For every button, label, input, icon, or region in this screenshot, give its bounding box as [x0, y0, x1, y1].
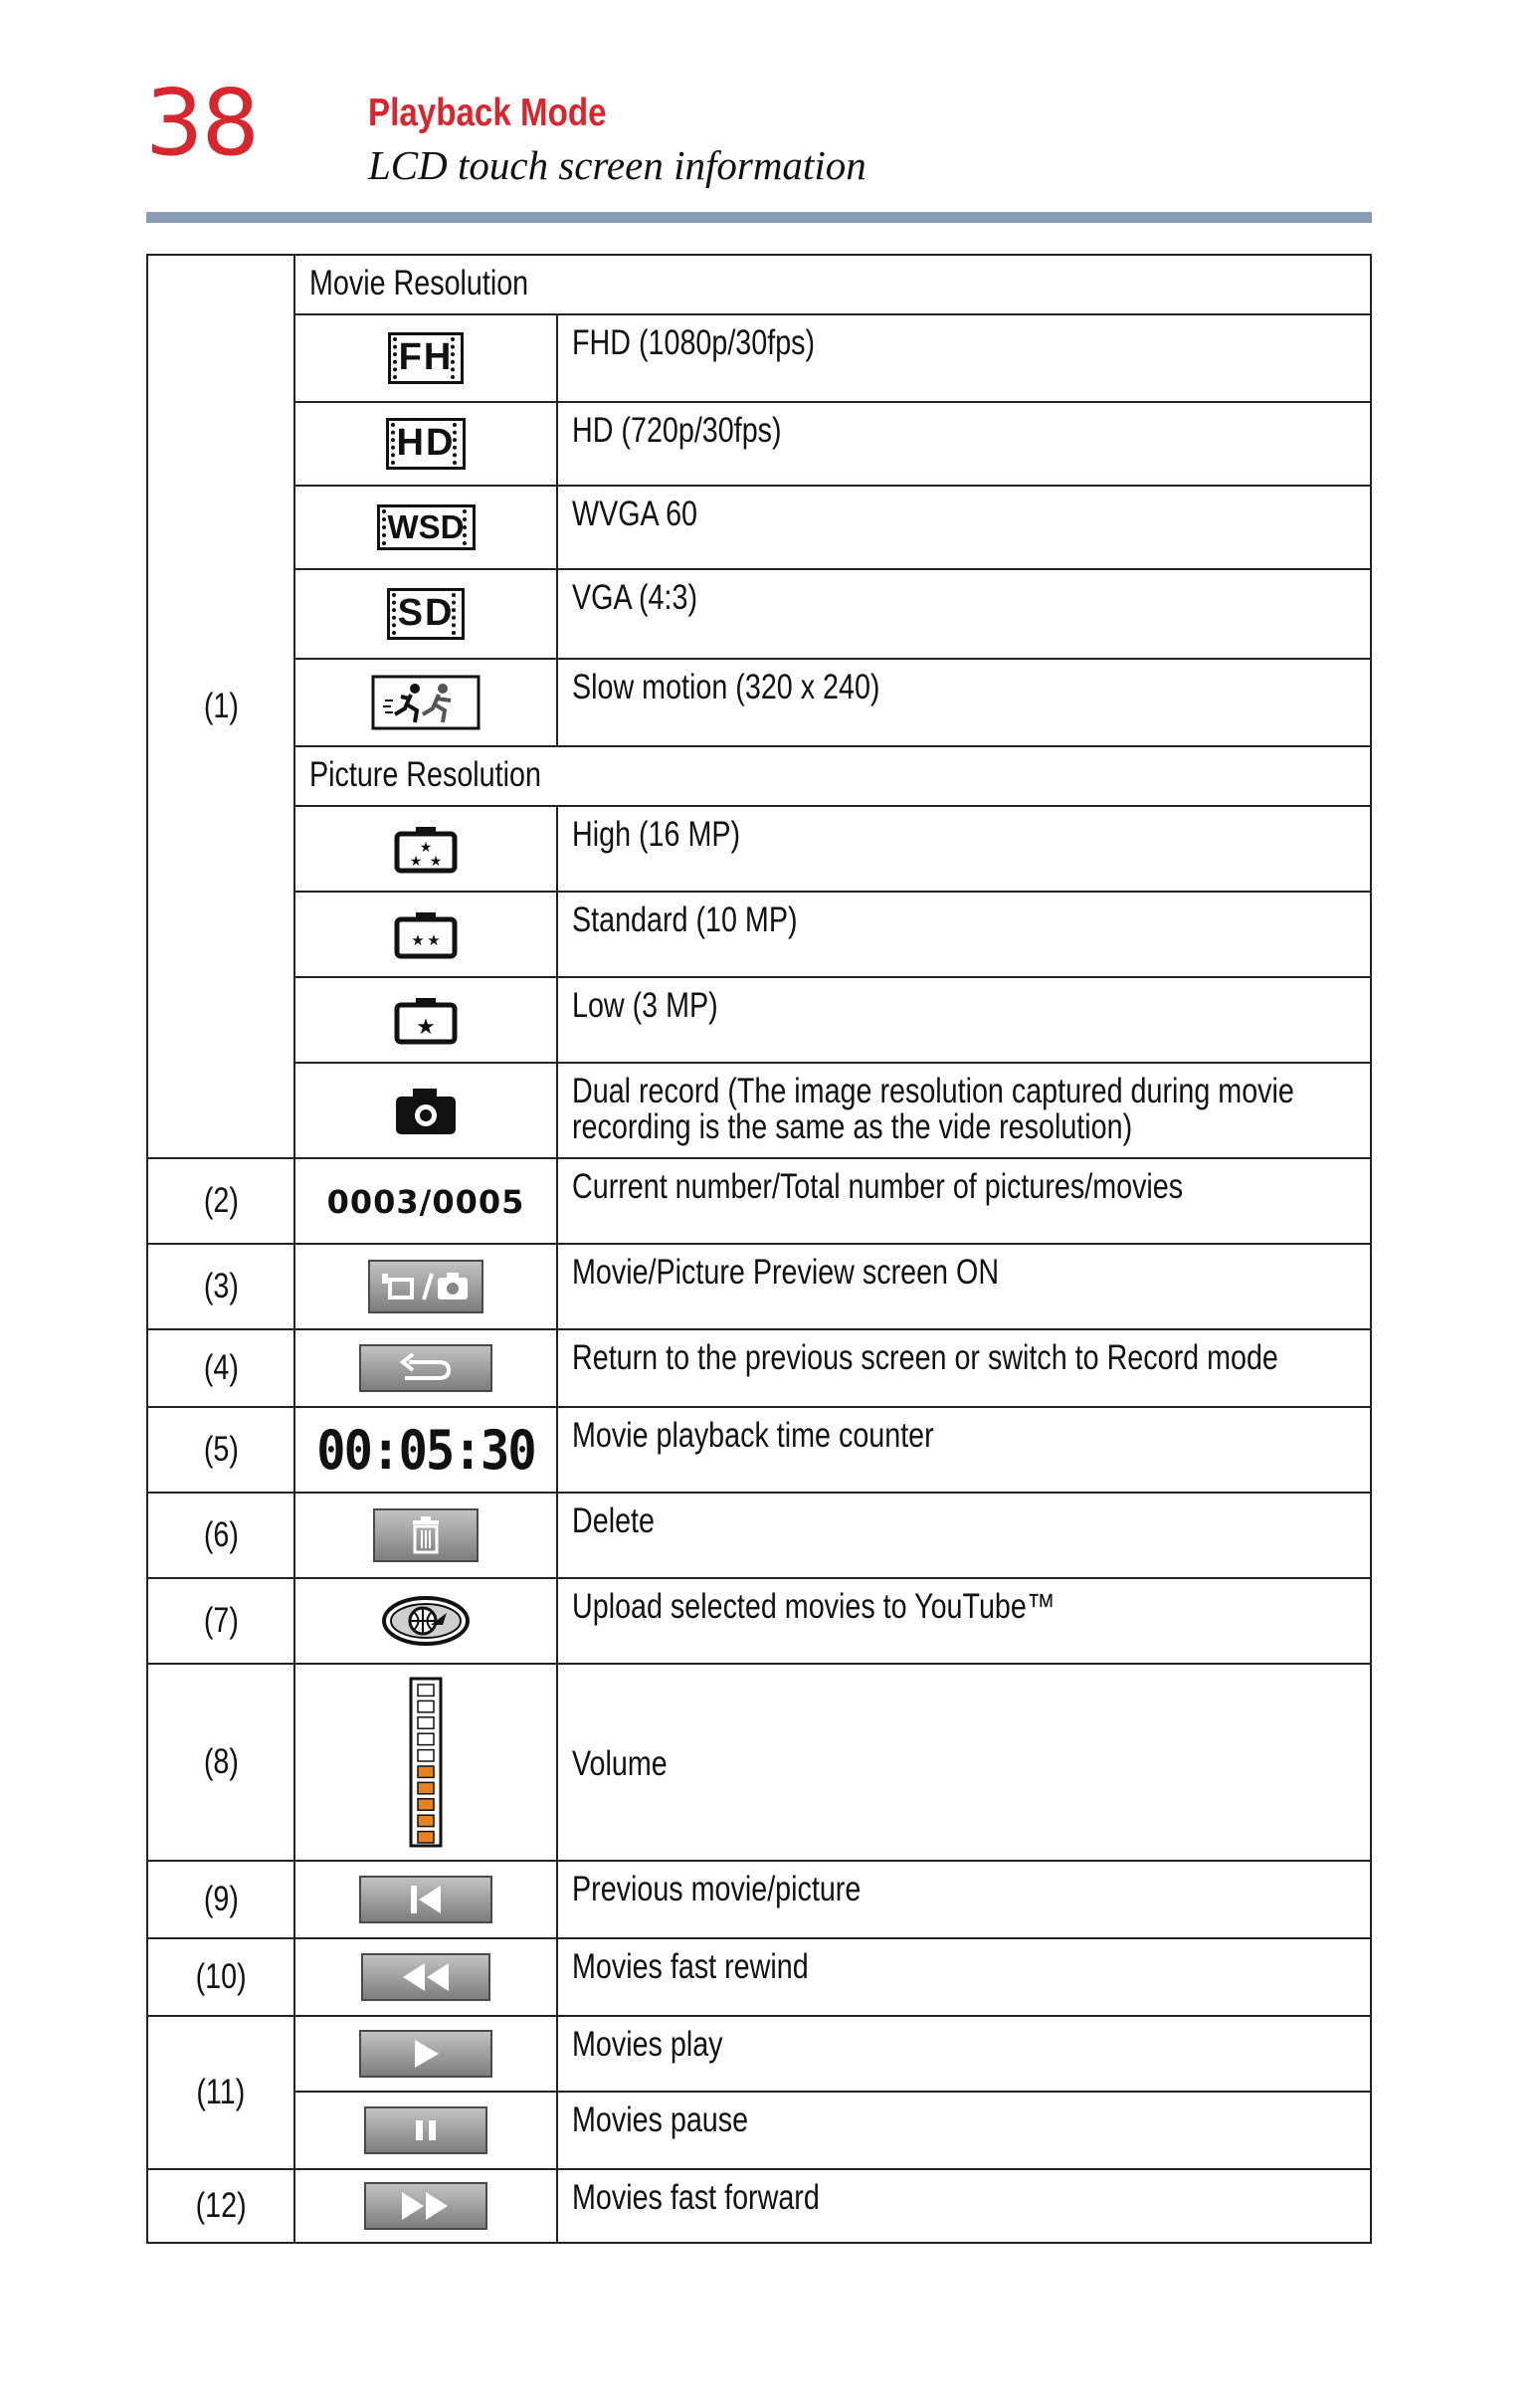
sd-badge-cell — [294, 569, 557, 659]
item-desc: Current number/Total number of pictures/movies — [557, 1158, 1371, 1244]
item-number: (11) — [147, 2016, 294, 2169]
volume-segment — [418, 1766, 434, 1777]
fast-rewind-icon[interactable] — [361, 1953, 490, 2001]
movie-res-desc: VGA (4:3) — [557, 569, 1371, 659]
movie-res-desc: Slow motion (320 x 240) — [557, 659, 1371, 746]
picture-res-desc: Dual record (The image resolution captured during movie recording is the same as the vide resolution) — [557, 1063, 1371, 1158]
high-res-cell — [294, 806, 557, 892]
delete-cell — [294, 1493, 557, 1578]
volume-segment — [418, 1815, 434, 1826]
svg-text:★: ★ — [411, 931, 425, 949]
camera-icon — [393, 1085, 459, 1136]
svg-text:★: ★ — [429, 854, 443, 870]
volume-segment — [418, 1750, 434, 1761]
hd-badge-cell — [294, 402, 557, 486]
slow-motion-icon — [371, 675, 481, 730]
camera-three-stars-icon — [394, 824, 458, 874]
item-number: (3) — [147, 1244, 294, 1329]
time-counter: 00:05:30 — [316, 1418, 535, 1482]
return-icon[interactable] — [359, 1344, 492, 1392]
fh-badge-icon: FH — [388, 332, 465, 384]
volume-segment — [418, 1700, 434, 1711]
camera-one-star-icon — [394, 995, 458, 1045]
lcd-info-table — [146, 254, 1372, 2244]
header-rule — [146, 212, 1372, 223]
item-number: (6) — [147, 1493, 294, 1578]
return-cell — [294, 1329, 557, 1407]
youtube-cell — [294, 1578, 557, 1664]
play-icon[interactable] — [359, 2030, 492, 2078]
svg-text:★: ★ — [409, 854, 423, 870]
fast-forward-icon[interactable] — [364, 2182, 487, 2230]
item-desc: Volume — [557, 1664, 1371, 1861]
youtube-upload-icon[interactable] — [381, 1595, 471, 1647]
volume-meter-icon[interactable] — [409, 1677, 443, 1848]
item-desc: Movie playback time counter — [557, 1407, 1371, 1493]
picture-res-desc: Standard (10 MP) — [557, 892, 1371, 977]
page-number: 38 — [145, 70, 259, 176]
item-desc: Upload selected movies to YouTube™ — [557, 1578, 1371, 1664]
fast-forward-cell — [294, 2169, 557, 2243]
item-number-1: (1) — [147, 255, 294, 1158]
item-number: (8) — [147, 1664, 294, 1861]
item-desc: Return to the previous screen or switch to Record mode — [557, 1329, 1371, 1407]
movie-res-desc: WVGA 60 — [557, 486, 1371, 569]
section-title: Playback Mode — [368, 92, 607, 134]
time-counter-cell — [294, 1407, 557, 1493]
volume-segment — [418, 1733, 434, 1744]
movie-picture-preview-icon[interactable] — [368, 1260, 483, 1313]
volume-segment — [418, 1832, 434, 1843]
item-desc: Delete — [557, 1493, 1371, 1578]
movie-resolution-heading: Movie Resolution — [294, 255, 1371, 314]
volume-segment — [418, 1685, 434, 1696]
preview-cell — [294, 1244, 557, 1329]
pause-cell — [294, 2092, 557, 2169]
volume-segment — [418, 1782, 434, 1793]
item-desc: Movies fast forward — [557, 2169, 1371, 2243]
item-number: (2) — [147, 1158, 294, 1244]
fh-badge-cell — [294, 314, 557, 402]
counter-cell — [294, 1158, 557, 1244]
picture-resolution-heading: Picture Resolution — [294, 746, 1371, 806]
previous-cell — [294, 1861, 557, 1938]
play-cell — [294, 2016, 557, 2092]
picture-res-desc: Low (3 MP) — [557, 977, 1371, 1063]
item-desc: Movies fast rewind — [557, 1938, 1371, 2016]
standard-res-cell — [294, 892, 557, 977]
svg-text:★: ★ — [416, 1015, 436, 1040]
hd-badge-icon: HD — [386, 418, 467, 470]
movie-res-desc: FHD (1080p/30fps) — [557, 314, 1371, 402]
trash-icon[interactable] — [373, 1508, 479, 1562]
camera-two-stars-icon — [394, 909, 458, 959]
item-number: (7) — [147, 1578, 294, 1664]
slow-motion-cell — [294, 659, 557, 746]
dual-record-cell — [294, 1063, 557, 1158]
rewind-cell — [294, 1938, 557, 2016]
item-number: (9) — [147, 1861, 294, 1938]
svg-text:★: ★ — [419, 840, 433, 856]
wsd-badge-cell — [294, 486, 557, 569]
item-desc: Movies play — [557, 2016, 1371, 2092]
item-number: (12) — [147, 2169, 294, 2243]
volume-cell — [294, 1664, 557, 1861]
svg-text:★: ★ — [427, 931, 441, 949]
pause-icon[interactable] — [364, 2106, 487, 2154]
picture-res-desc: High (16 MP) — [557, 806, 1371, 892]
volume-segment — [418, 1799, 434, 1810]
item-desc: Movies pause — [557, 2092, 1371, 2169]
volume-segment — [418, 1717, 434, 1728]
item-desc: Movie/Picture Preview screen ON — [557, 1244, 1371, 1329]
picture-counter: 0003/0005 — [326, 1183, 525, 1222]
low-res-cell — [294, 977, 557, 1063]
previous-icon[interactable] — [359, 1876, 492, 1923]
movie-res-desc: HD (720p/30fps) — [557, 402, 1371, 486]
item-number: (4) — [147, 1329, 294, 1407]
item-number: (10) — [147, 1938, 294, 2016]
sd-badge-icon: SD — [387, 588, 466, 640]
wsd-badge-icon: WSD — [377, 504, 476, 550]
item-number: (5) — [147, 1407, 294, 1493]
item-desc: Previous movie/picture — [557, 1861, 1371, 1938]
section-subtitle: LCD touch screen information — [368, 142, 866, 188]
